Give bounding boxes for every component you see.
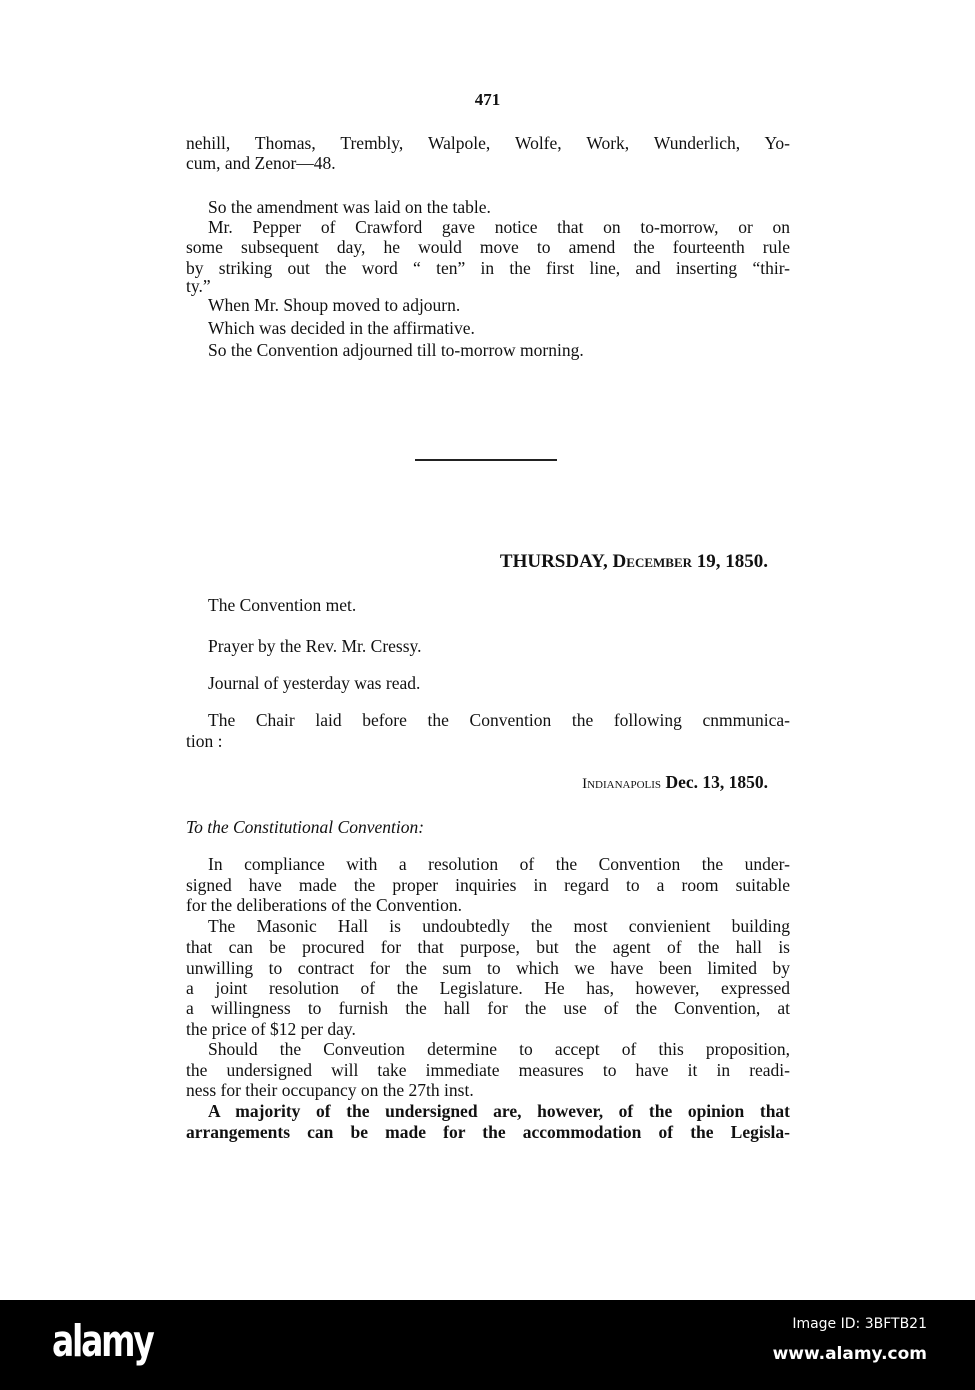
paragraph: Journal of yesterday was read. [208,673,421,693]
text-line: signed have made the proper inquiries in regard to a room suitable [186,875,790,895]
text-line: ness for their occupancy on the 27th inst. [186,1080,474,1100]
text-line: The Chair laid before the Convention the following cnmmunica- [208,710,790,730]
paragraph: Prayer by the Rev. Mr. Cressy. [208,636,422,656]
day: THURSDAY, [499,551,608,572]
letter-dateline [582,772,768,794]
text-line: Should the Conveution determine to accept of this proposition, [208,1039,790,1059]
date: December 19, 1850. [612,551,768,572]
text-line: for the deliberations of the Convention. [186,895,463,915]
text-line: arrangements can be made for the accommodation of the Legisla- [186,1122,790,1142]
image-id: Image ID: 3BFTB21 [792,1316,927,1332]
text-line: the undersigned will take immediate measures to have it in readi- [186,1060,790,1080]
alamy-logo: alamy [52,1316,153,1367]
paragraph: So the amendment was laid on the table. [208,197,491,217]
text-line: ty.” [186,276,211,296]
text-line: Mr. Pepper of Crawford gave notice that on to-morrow, or on [208,217,790,237]
text-line: nehill, Thomas, Trembly, Walpole, Wolfe, Work, Wunderlich, Yo- [186,133,790,153]
text-line: by striking out the word “ ten” in the first line, and inserting “thir- [186,258,790,278]
text-line: tion : [186,731,223,751]
text-line: cum, and Zenor—48. [186,153,336,173]
paragraph: When Mr. Shoup moved to adjourn. [208,295,461,315]
letter-date: Dec. 13, 1850. [665,772,768,792]
text-line: unwilling to contract for the sum to which we have been limited by [186,958,790,978]
text-line: In compliance with a resolution of the Convention the under- [208,854,790,874]
site-url: www.alamy.com [772,1344,927,1364]
paragraph: Which was decided in the affirmative. [208,318,475,338]
section-divider [415,459,557,461]
text-line: a joint resolution of the Legislature. He has, however, expressed [186,978,790,998]
text-line: A majority of the undersigned are, however, of the opinion that [208,1101,790,1121]
text-line: the price of $12 per day. [186,1019,356,1039]
text-line: some subsequent day, he would move to amend the fourteenth rule [186,237,790,257]
paragraph: The Convention met. [208,595,357,615]
salutation: To the Constitutional Convention: [186,817,425,837]
day-heading [500,552,768,572]
text-line: a willingness to furnish the hall for the use of the Convention, at [186,998,790,1018]
page-number: 471 [474,90,501,109]
letter-place: Indianapolis [582,776,662,792]
watermark-footer [0,1300,975,1390]
text-line: that can be procured for that purpose, but the agent of the hall is [186,937,790,957]
paragraph: So the Convention adjourned till to-morrow morning. [208,340,584,360]
text-line: The Masonic Hall is undoubtedly the most convienient building [208,916,790,936]
